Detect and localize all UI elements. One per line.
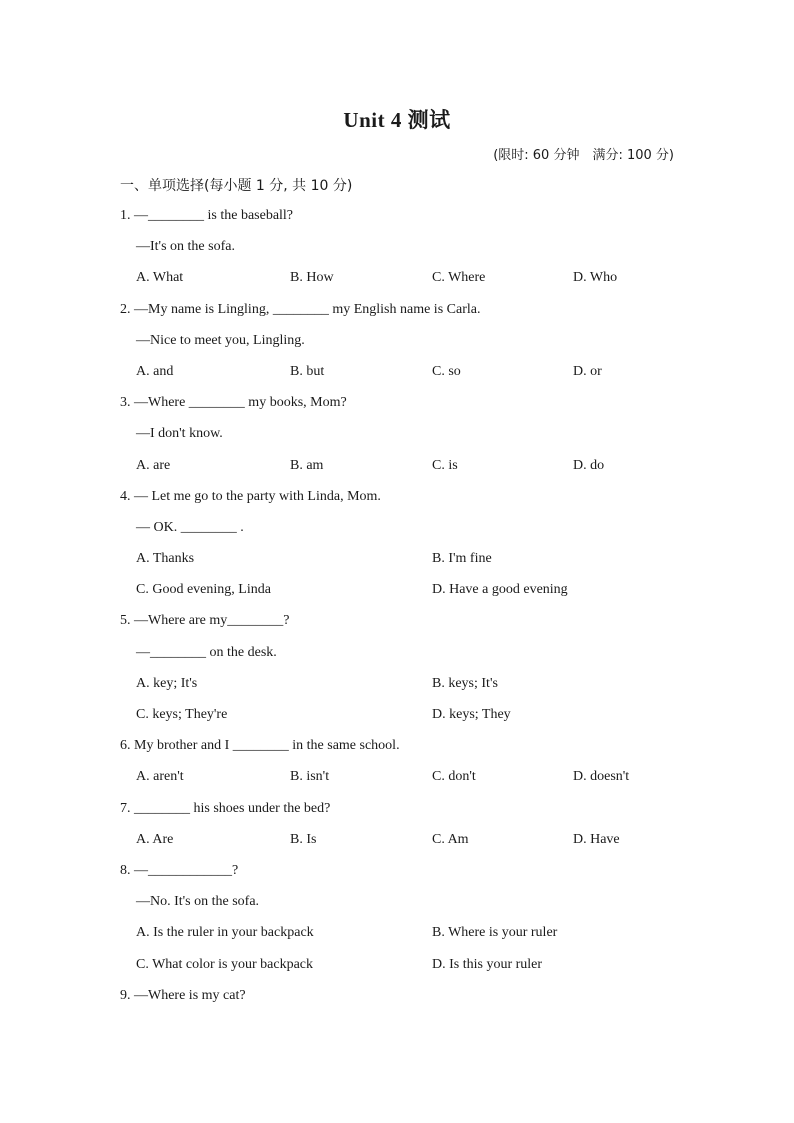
option-a[interactable]: A. Are — [136, 831, 174, 847]
option-a[interactable]: A. and — [136, 363, 174, 379]
option-row — [120, 954, 680, 985]
option-b[interactable]: B. but — [290, 363, 325, 379]
option-c[interactable]: C. keys; They're — [136, 707, 228, 722]
option-row — [120, 673, 680, 704]
question-stem: 5. —Where are my________? — [120, 613, 290, 629]
option-row — [120, 704, 680, 735]
option-a[interactable]: A. aren't — [136, 769, 184, 785]
option-a[interactable]: A. Thanks — [136, 551, 195, 567]
question-stem: 6. My brother and I ________ in the same school. — [120, 738, 400, 754]
section-title: 一、单项选择(每小题 1 分, 共 10 分) — [120, 178, 353, 194]
page-title: Unit 4 测试 — [343, 108, 451, 132]
question-stem: 7. ________ his shoes under the bed? — [120, 800, 331, 816]
option-row — [120, 267, 680, 298]
question-stem: 4. — Let me go to the party with Linda, Mom. — [120, 488, 381, 504]
question-list — [120, 205, 680, 1016]
option-b[interactable]: B. Where is your ruler — [432, 925, 558, 941]
option-b[interactable]: B. am — [290, 457, 324, 473]
option-c[interactable]: C. Where — [432, 270, 486, 286]
option-a[interactable]: A. key; It's — [136, 675, 198, 691]
option-c[interactable]: C. don't — [432, 769, 476, 785]
option-c[interactable]: C. Am — [432, 831, 469, 847]
option-row — [120, 548, 680, 579]
option-b[interactable]: B. isn't — [290, 769, 330, 785]
option-d[interactable]: D. Have a good evening — [432, 582, 568, 598]
option-d[interactable]: D. Have — [573, 831, 620, 847]
question-line: —________ on the desk. — [136, 644, 277, 660]
question-line: —It's on the sofa. — [136, 239, 235, 255]
option-d[interactable]: D. or — [573, 363, 602, 379]
question-line: —No. It's on the sofa. — [136, 894, 260, 910]
question-line: —Nice to meet you, Lingling. — [136, 332, 305, 348]
option-a[interactable]: A. Is the ruler in your backpack — [136, 925, 314, 941]
question-line: —I don't know. — [136, 426, 223, 442]
option-d[interactable]: D. Who — [573, 270, 618, 286]
option-d[interactable]: D. Is this your ruler — [432, 956, 543, 972]
question-stem: 9. —Where is my cat? — [120, 987, 246, 1003]
option-row — [120, 361, 680, 392]
option-c[interactable]: C. Good evening, Linda — [136, 582, 271, 598]
option-c[interactable]: C. What color is your backpack — [136, 956, 314, 972]
question-stem: 1. —________ is the baseball? — [120, 208, 294, 223]
question-stem: 2. —My name is Lingling, ________ my English name is Carla. — [120, 301, 481, 317]
option-a[interactable]: A. What — [136, 270, 184, 286]
exam-meta: (限时: 60 分钟 满分: 100 分) — [493, 148, 674, 163]
option-b[interactable]: B. I'm fine — [432, 551, 492, 567]
option-b[interactable]: B. keys; It's — [432, 675, 498, 691]
option-c[interactable]: C. is — [432, 457, 458, 473]
option-c[interactable]: C. so — [432, 363, 461, 379]
option-row — [120, 766, 680, 797]
question-stem: 3. —Where ________ my books, Mom? — [120, 395, 347, 411]
option-d[interactable]: D. keys; They — [432, 707, 511, 722]
option-row — [120, 579, 680, 610]
option-d[interactable]: D. do — [573, 457, 605, 473]
question-stem: 8. —____________? — [120, 862, 239, 878]
option-b[interactable]: B. Is — [290, 831, 317, 847]
option-row — [120, 829, 680, 860]
option-b[interactable]: B. How — [290, 270, 334, 286]
question-line: — OK. ________ . — [136, 519, 244, 535]
option-a[interactable]: A. are — [136, 457, 171, 473]
option-row — [120, 455, 680, 486]
option-d[interactable]: D. doesn't — [573, 769, 630, 785]
option-row — [120, 922, 680, 953]
